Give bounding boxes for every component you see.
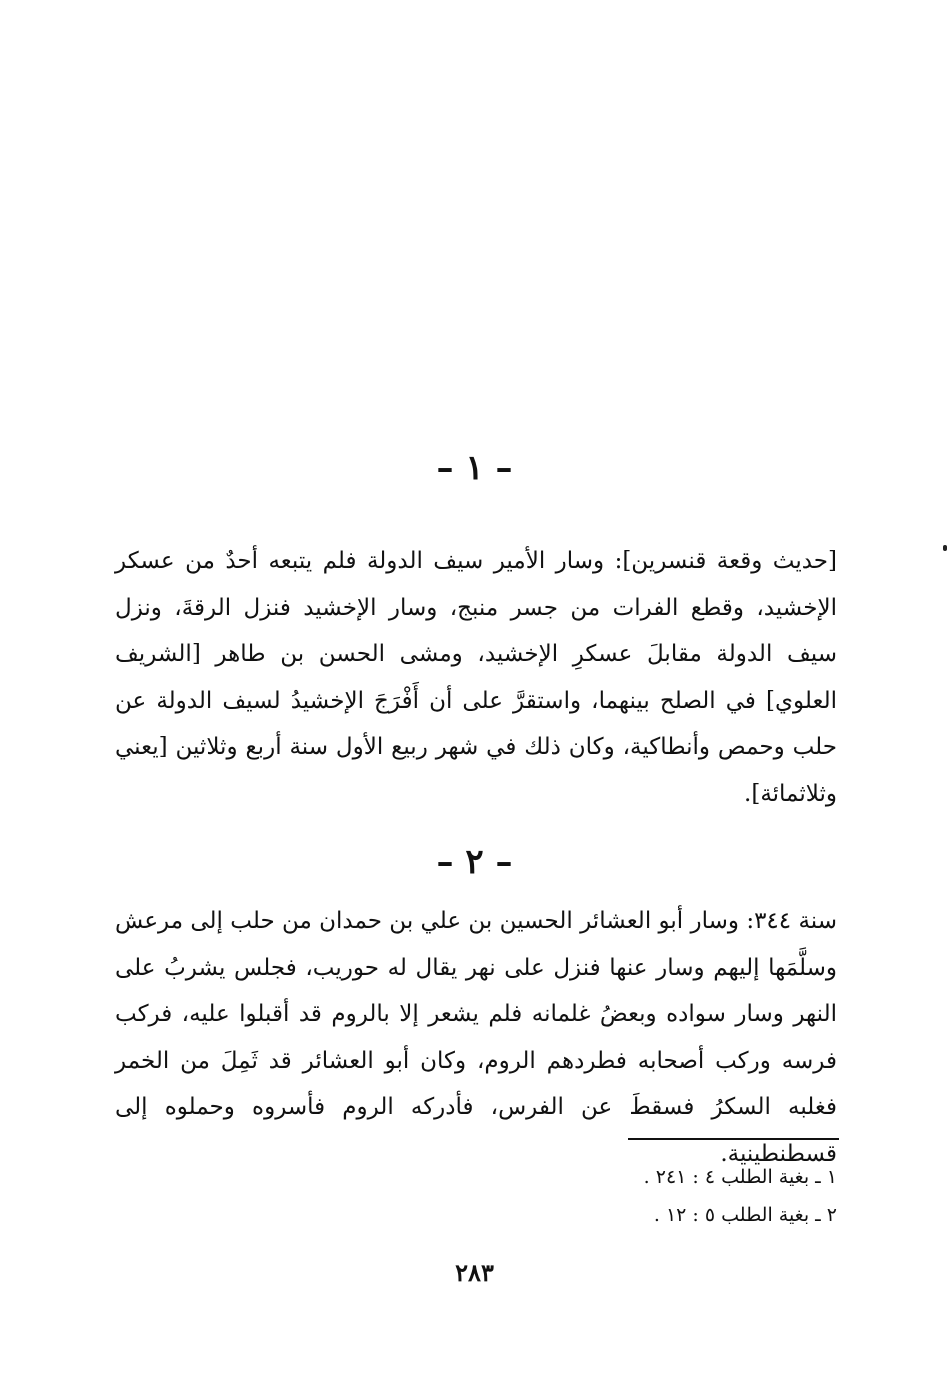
footnote-1: ١ ـ بغية الطلب ٤ : ٢٤١ . <box>643 1166 837 1188</box>
section-1-paragraph: [حديث وقعة قنسرين]: وسار الأمير سيف الدولة فلم يتبعه أحدٌ من عسكر الإخشيد، وقطع الفرات من جسر منبج، وسار الإخشيد فنزل الرقةَ، ونزل سيف الدولة مقابلَ عسكرِ الإخشيد، ومشى الحسن بن طاهر [الشريف العلوي] في الصلح بينهما، واستقرَّ على أن أَفْرَجَ الإخشيدُ لسيف الدولة عن حلب وحمص وأنطاكية، وكان ذلك في شهر ربيع الأول سنة أربع وثلاثين [يعني وثلاثمائة]. <box>115 548 837 807</box>
footnote-2: ٢ ـ بغية الطلب ٥ : ١٢ . <box>653 1204 837 1226</box>
page-number: ٢٨٣ <box>455 1258 494 1287</box>
section-2-paragraph: سنة ٣٤٤: وسار أبو العشائر الحسين بن علي بن حمدان من حلب إلى مرعش وسلَّمَها إليهم وسار عنها فنزل على نهر يقال له حوريب، فجلس يشربُ على النهر وسار سواده وبعضُ غلمانه فلم يشعر إلا بالروم قد أقبلوا عليه، فركب فرسه وركب أصحابه فطردهم الروم، وكان أبو العشائر قد ثَمِلَ من الخمر فغلبه السكرُ فسقطَ عن الفرس، فأدركه الروم فأسروه وحملوه إلى قسطنطينية. <box>115 908 837 1167</box>
section-number-1: – ١ – <box>436 448 513 488</box>
footnote-divider <box>628 1138 839 1140</box>
section-number-2: – ٢ – <box>436 842 513 882</box>
scan-speck <box>943 545 947 551</box>
footnotes <box>520 1158 837 1234</box>
